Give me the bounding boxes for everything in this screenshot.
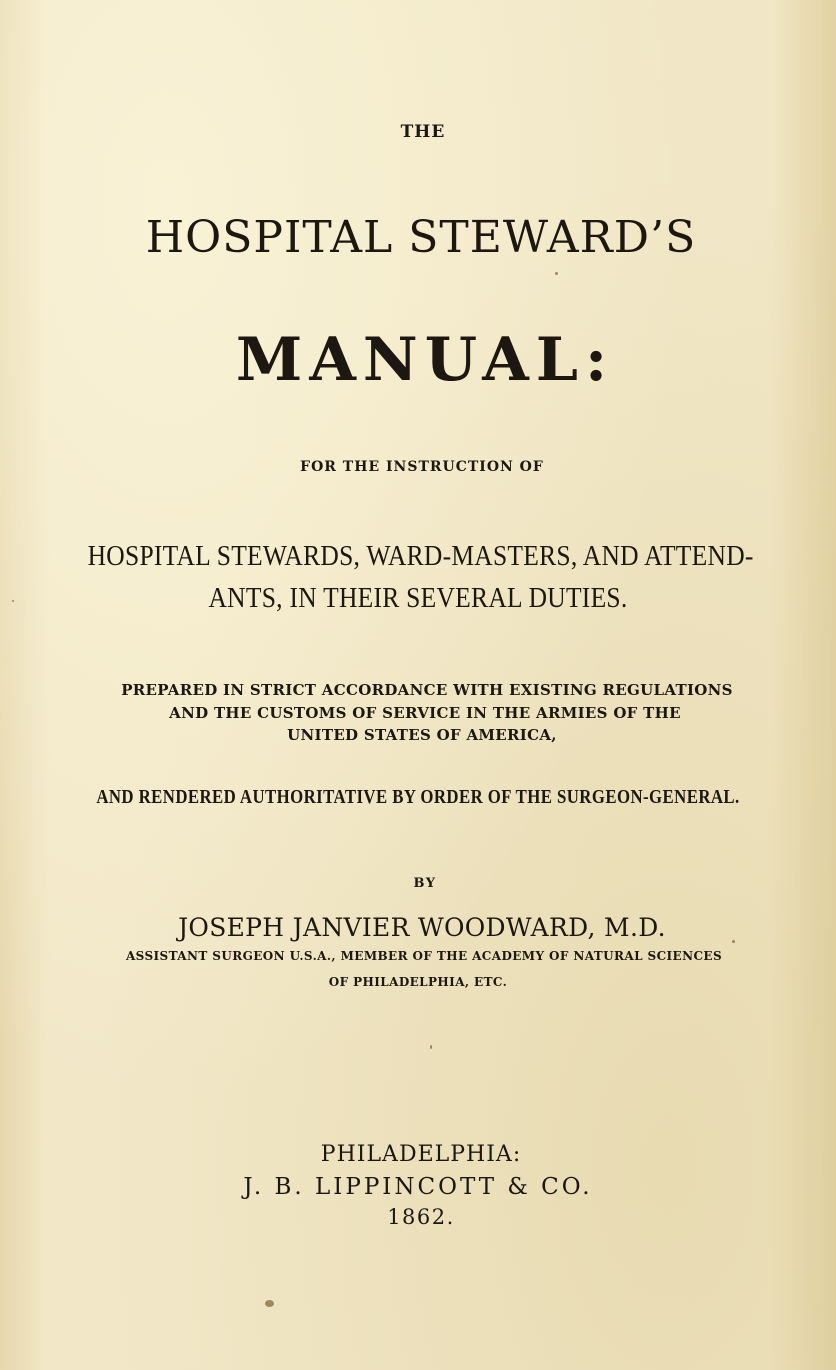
audience-line-2: ANTS, IN THEIR SEVERAL DUTIES. xyxy=(208,582,628,614)
audience-line-1: HOSPITAL STEWARDS, WARD-MASTERS, AND ATTEND- xyxy=(87,540,754,572)
paper-speck xyxy=(265,1300,274,1307)
paper-speck xyxy=(555,272,558,275)
imprint-publisher: J. B. LIPPINCOTT & CO. xyxy=(243,1174,593,1200)
preparation-line-1: PREPARED IN STRICT ACCORDANCE WITH EXISTING REGULATIONS xyxy=(121,681,733,699)
by-line: BY xyxy=(413,876,437,891)
book-title-main: MANUAL: xyxy=(235,325,615,395)
purpose-line: FOR THE INSTRUCTION OF xyxy=(300,459,544,475)
paper-speck xyxy=(732,940,735,943)
authority-line: AND RENDERED AUTHORITATIVE BY ORDER OF THE SURGEON-GENERAL. xyxy=(96,786,740,808)
book-title: HOSPITAL STEWARD’S xyxy=(145,212,697,263)
title-article: THE xyxy=(400,122,446,142)
author-credentials-line-1: ASSISTANT SURGEON U.S.A., MEMBER OF THE ACADEMY OF NATURAL SCIENCES xyxy=(125,949,723,963)
preparation-line-3: UNITED STATES OF AMERICA, xyxy=(287,726,557,744)
imprint-city: PHILADELPHIA: xyxy=(320,1142,522,1167)
preparation-line-2: AND THE CUSTOMS OF SERVICE IN THE ARMIES OF THE xyxy=(169,704,681,722)
paper-speck xyxy=(430,1045,432,1049)
imprint-year: 1862. xyxy=(387,1205,455,1229)
author-credentials-line-2: OF PHILADELPHIA, ETC. xyxy=(328,975,508,989)
author-name: JOSEPH JANVIER WOODWARD, M.D. xyxy=(178,913,666,942)
paper-speck xyxy=(12,600,14,602)
